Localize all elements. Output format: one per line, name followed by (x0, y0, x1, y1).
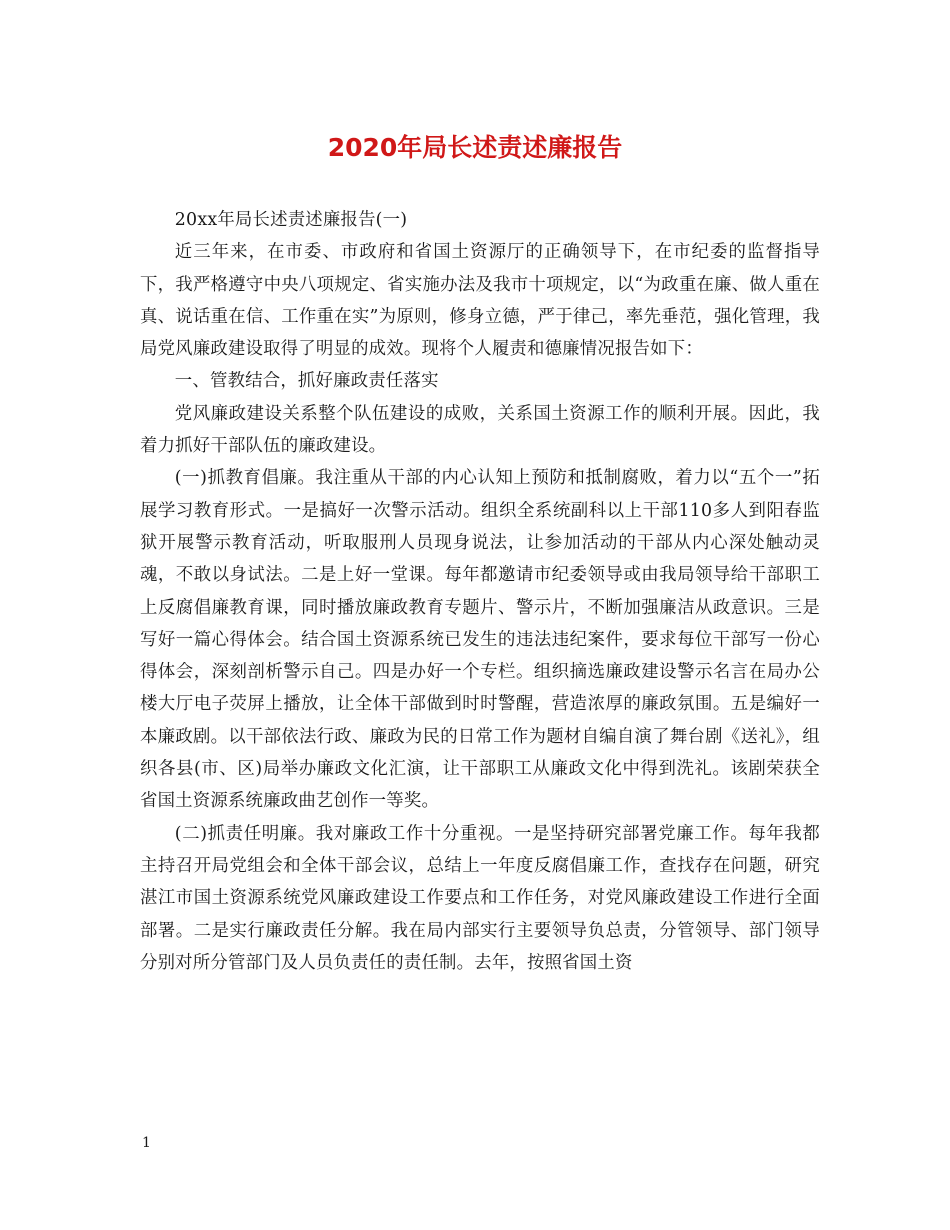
report-subtitle: 20xx年局长述责述廉报告(一) (174, 210, 408, 230)
document-title: 2020年局长述责述廉报告 (327, 133, 623, 162)
responsibility-paragraph: (二)抓责任明廉。我对廉政工作十分重视。一是坚持研究部署党廉工作。每年我都主持召开局党组会和全体干部会议，总结上一年度反腐倡廉工作，查找存在问题，研究湛江市国土资源系统党风廉政建设工作要点和工作任务，对党风廉政建设工作进行全面部署。二是实行廉政责任分解。我在局内部实行主要领导负总责，分管领导、部门领导分别对所分管部门及人员负责任的责任制。去年，按照省国土资 (140, 823, 820, 973)
education-paragraph: (一)抓教育倡廉。我注重从干部的内心认知上预防和抵制腐败，着力以“五个一”拓展学习教育形式。一是搞好一次警示活动。组织全系统副科以上干部110多人到阳春监狱开展警示教育活动，听取服刑人员现身说法，让参加活动的干部从内心深处触动灵魂，不敢以身试法。二是上好一堂课。每年都邀请市纪委领导或由我局领导给干部职工上反腐倡廉教育课，同时播放廉政教育专题片、警示片，不断加强廉洁从政意识。三是写好一篇心得体会。结合国土资源系统已发生的违法违纪案件，要求每位干部写一份心得体会，深刻剖析警示自己。四是办好一个专栏。组织摘选廉政建设警示名言在局办公楼大厅电子荧屏上播放，让全体干部做到时时警醒，营造浓厚的廉政氛围。五是编好一本廉政剧。以干部依法行政、廉政为民的日常工作为题材自编自演了舞台剧《送礼》，组织各县(市、区)局举办廉政文化汇演，让干部职工从廉政文化中得到洗礼。该剧荣获全省国土资源系统廉政曲艺创作一等奖。 (140, 468, 820, 812)
document-body (140, 204, 820, 979)
section-paragraph: 党风廉政建设关系整个队伍建设的成败，关系国土资源工作的顺利开展。因此，我着力抓好干部队伍的廉政建设。 (140, 403, 820, 457)
intro-paragraph: 近三年来，在市委、市政府和省国土资源厅的正确领导下，在市纪委的监督指导下，我严格遵守中央八项规定、省实施办法及我市十项规定，以“为政重在廉、做人重在真、说话重在信、工作重在实”为原则，修身立德，严于律己，率先垂范，强化管理，我局党风廉政建设取得了明显的成效。现将个人履责和德廉情况报告如下： (140, 242, 820, 360)
page-number: 1 (142, 1135, 151, 1151)
section-heading-1: 一、管教结合，抓好廉政责任落实 (174, 371, 439, 392)
